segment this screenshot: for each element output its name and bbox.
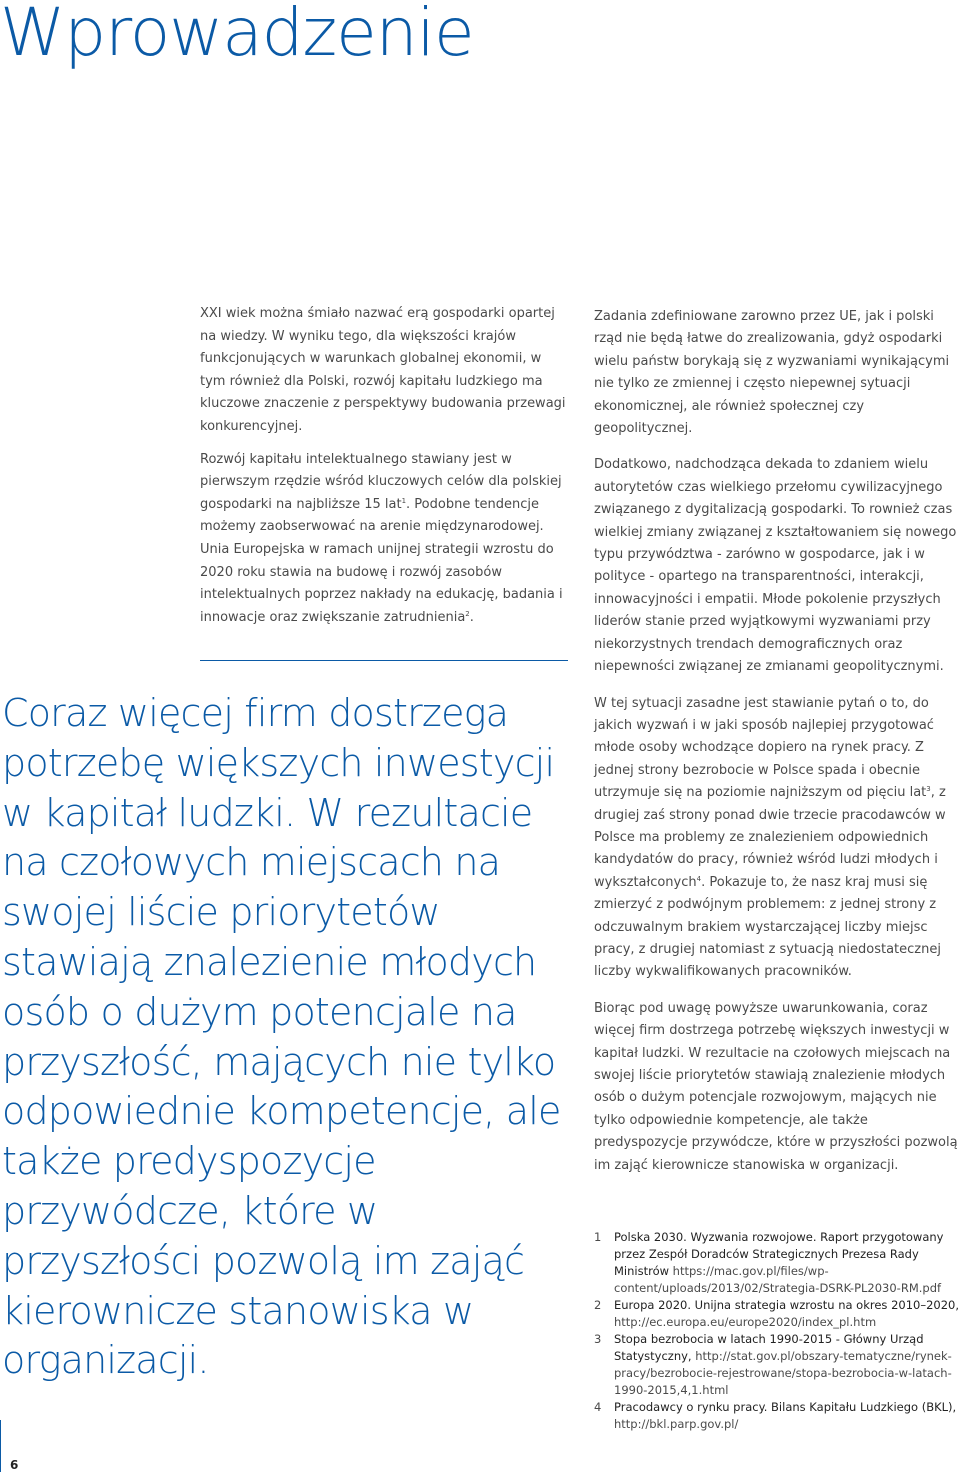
footnote-number: 1 (594, 1230, 602, 1244)
intro-paragraph-2-end: . (469, 609, 474, 625)
footnote-link[interactable]: http://ec.europa.eu/europe2020/index_pl.htm (614, 1315, 877, 1329)
footnote-ref-3: 3 (926, 785, 931, 794)
right-paragraph-2: Dodatkowo, nadchodząca dekada to zdaniem wielu autorytetów czas wielkiego przełomu cywilizacyjnego związanego z dygitalizacją gospodarki. To rownież czas wielkiej zmiany związanej z kształtowaniem się nowego typu przywództwa - zarówno w gospodarce, jak i w polityce - opartego na transparentności, interakcji, innowacyjności i empatii. Młode pokolenie przyszłych liderów stanie przed wyjątkowymi wyzwaniami przy niekorzystnych trendach demograficznych oraz niepewności związanej ze zmianami geopolitycznymi. (594, 457, 957, 675)
right-paragraph-3-text-a: W tej sytuacji zasadne jest stawianie pytań o to, do jakich wyzwań i w jaki sposób najlepiej przygotować młode osoby wchodzące dopiero na rynek pracy. Z jednej strony bezrobocie w Polsce spada i obecnie utrzymuje się na poziomie najniższym od pięciu lat (594, 695, 934, 801)
footnote-ref-2: 2 (465, 609, 470, 618)
footnote-number: 4 (594, 1400, 602, 1414)
pull-quote: Coraz więcej firm dostrzega potrzebę większych inwestycji w kapitał ludzki. W rezultacie na czołowych miejscach na swojej liście priorytetów stawiają znalezienie młodych osób o dużym potencjale na przyszłość, mających nie tylko odpowiednie kompetencje, ale także predyspozycje przywódcze, które w przyszłości pozwolą im zająć kierownicze stanowiska w organizacji. (2, 691, 561, 1383)
footnote-number: 3 (594, 1332, 602, 1346)
footnote-number: 2 (594, 1298, 602, 1312)
footnote-title: Polska 2030. Wyzwania rozwojowe. Raport przygotowany przez Zespół Doradców Strategicznych Prezesa Rady Ministrów (614, 1230, 944, 1278)
footnote-link[interactable]: http://bkl.parp.gov.pl/ (614, 1417, 739, 1431)
footnote-item (594, 1331, 960, 1399)
footnote-item (594, 1399, 960, 1433)
footnote-ref-1: 1 (401, 496, 407, 505)
intro-paragraph-2-text-b: . Podobne tendencje możemy zaobserwować na arenie międzynarodowej. Unia Europejska w ramach unijnej strategii wzrostu do 2020 roku stawia na budowę i rozwój zasobów intelektualnych poprzez nakłady na edukację, badania i innowacje oraz zwiększanie zatrudnienia (200, 496, 563, 625)
right-paragraph-1: Zadania zdefiniowane zarowno przez UE, jak i polski rząd nie będą łatwe do zrealizowania, gdyż ospodarki wielu państw borykają się z wyzwaniami wynikającymi nie tylko ze zmiennej i często niepewnej sytuacji ekonomicznej, ale również społecznej czy geopolitycznej. (594, 309, 950, 437)
footnote-link[interactable]: http://stat.gov.pl/obszary-tematyczne/rynek-pracy/bezrobocie-rejestrowane/stopa-bezrobocia-w-latach-1990-2015,4,1.html (614, 1349, 952, 1397)
footnote-title: Stopa bezrobocia w latach 1990-2015 - Główny Urząd Statystyczny, (614, 1332, 924, 1363)
footnote-link[interactable]: https://mac.gov.pl/files/wp-content/uploads/2013/02/Strategia-DSRK-PL2030-RM.pdf (614, 1264, 942, 1295)
right-paragraph-4: Biorąc pod uwagę powyższe uwarunkowania, coraz więcej firm dostrzega potrzebę większych inwestycji w kapitał ludzki. W rezultacie na czołowych miejscach na swojej liście priorytetów stawiają znalezienie młodych osób o dużym potencjale rozwojowym, mających nie tylko odpowiednie kompetencje, ale także predyspozycje przywódcze, które w przyszłości pozwolą im zająć kierownicze stanowiska w organizacji. (594, 1000, 958, 1173)
footnote-ref-4: 4 (696, 874, 702, 883)
right-paragraph-3 (594, 693, 960, 984)
intro-paragraph-2-text-a: Rozwój kapitału intelektualnego stawiany jest w pierwszym rzędzie wśród kluczowych celów dla polskiej gospodarki na najbliższe 15 lat (200, 451, 562, 512)
intro-paragraph-1: XXI wiek można śmiało nazwać erą gospodarki opartej na wiedzy. W wyniku tego, dla większości krajów funkcjonujących w warunkach globalnej ekonomii, w tym również dla Polski, rozwój kapitału ludzkiego ma kluczowe znaczenie z perspektywy budowania przewagi konkurencyjnej. (200, 306, 566, 434)
footnote-title: Europa 2020. Unijna strategia wzrostu na okres 2010–2020, (614, 1298, 960, 1312)
right-column (594, 306, 960, 1177)
footnote-item (594, 1229, 960, 1297)
pullquote-divider (200, 660, 568, 661)
page-number: 6 (10, 1458, 19, 1472)
footnotes (594, 1229, 960, 1433)
page-title: Wprowadzenie (0, 0, 474, 71)
right-paragraph-3-text-c: . Pokazuje to, że nasz kraj musi się zmierzyć z podwójnym problemem: z jednej strony z odczuwalnym brakiem wystarczającej liczby miejsc pracy, z drugiej natomiast z sytuacją niedostatecznej liczby wykwalifikowanych pracowników. (594, 874, 941, 980)
intro-paragraph-2 (200, 449, 568, 630)
page-edge-rule (0, 1420, 1, 1472)
footnote-title: Pracodawcy o rynku pracy. Bilans Kapitału Ludzkiego (BKL), (614, 1400, 957, 1414)
intro-column (200, 303, 568, 629)
footnote-item (594, 1297, 960, 1331)
right-paragraph-3-text-b: , z drugiej zaś strony ponad dwie trzecie pracodawców w Polsce ma problemy ze znalezieniem odpowiednich kandydatów do pracy, również wśród ludzi młodych i wykształconych (594, 785, 946, 890)
